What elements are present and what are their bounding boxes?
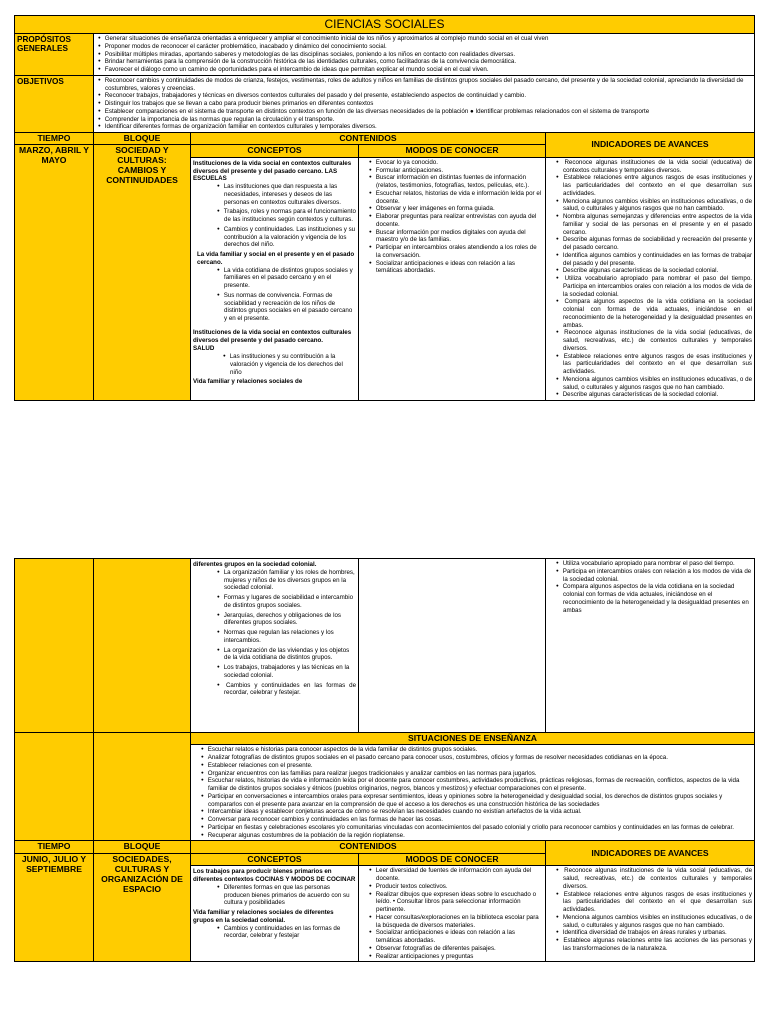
list-item: ● La organización de las viviendas y los objetos de la vida cotidiana de distintos grupos.: [215, 647, 356, 663]
conceptos-heading: diferentes grupos en la sociedad colonial.: [193, 561, 317, 568]
list-item: ● Nombra algunas semejanzas y diferencias entre aspectos de la vida familiar y social de las personas en el presente y en el pasado cercano.: [554, 213, 752, 236]
situaciones-header: SITUACIONES DE ENSEÑANZA: [191, 733, 755, 745]
list-item: ● Describe algunas formas de sociabilidad y recreación del presente y del pasado cercano.: [554, 236, 752, 252]
list-item: ● Socializar anticipaciones e ideas con relación a las temáticas abordadas.: [367, 929, 543, 945]
list-item: ● Hacer consultas/exploraciones en la biblioteca escolar para la búsqueda de diversos materiales.: [367, 914, 543, 930]
conceptos-list: [215, 925, 356, 941]
list-item: ● Utiliza vocabulario apropiado para nombrar el paso del tiempo. Participa en intercambios orales con relación a los modos de vida de la sociedad colonial.: [554, 275, 752, 298]
list-item: ● Buscar información por medios digitales con ayuda del maestro y/o de las familias.: [367, 229, 543, 245]
conceptos-cell: [191, 866, 359, 962]
list-item: ● Socializar anticipaciones e ideas con relación a las temáticas abordadas.: [367, 260, 543, 276]
conceptos-cell: [191, 559, 359, 733]
tiempo-value: MARZO, ABRIL Y MAYO: [15, 145, 94, 401]
bloque-continued: [94, 733, 191, 841]
list-item: ● Los trabajos, trabajadores y las técnicas en la sociedad colonial.: [215, 664, 356, 680]
list-item: ● Las instituciones y su contribución a la valoración y vigencia de los derechos del niño: [221, 353, 356, 376]
list-item: ● Realizar dibujos que expresen ideas sobre lo escuchado o leído. • Consultar libros para seleccionar información pertinente.: [367, 891, 543, 914]
situaciones-list: [199, 746, 752, 839]
tiempo-continued: [15, 559, 94, 733]
list-item: ● Escuchar relatos, historias de vida e información leída por el docente.: [367, 190, 543, 206]
list-item: ● Distinguir los trabajos que se llevan a cabo para producir bienes primarios en diferentes contextos: [96, 100, 752, 108]
indicadores-cell: [546, 559, 755, 733]
list-item: ● Recuperar algunas costumbres de la población de la región rioplatense.: [199, 832, 752, 840]
conceptos-heading: Vida familiar y relaciones sociales de diferentes grupos en la sociedad colonial.: [193, 909, 334, 924]
list-item: ● Reconoce algunas instituciones de la vida social (educativas, de salud, recreativas, etc.) de contextos culturales y temporales diversos.: [554, 867, 752, 890]
list-item: ● Observar fotografías de diferentes paisajes.: [367, 945, 543, 953]
list-item: ● Formas y lugares de sociabilidad e intercambio de distintos grupos sociales.: [215, 594, 356, 610]
list-item: ● Jerarquías, derechos y obligaciones de los diferentes grupos sociales.: [215, 612, 356, 628]
propositos-list: [96, 35, 752, 74]
indicadores-list: [554, 867, 752, 952]
indicadores-header: INDICADORES DE AVANCES: [546, 841, 755, 866]
modos-cell-empty: [359, 559, 546, 733]
list-item: ● Las instituciones que dan respuesta a las necesidades, intereses y deseos de las personas en contextos culturales diversos.: [215, 183, 356, 206]
conceptos-header: CONCEPTOS: [191, 853, 359, 865]
list-item: ● Compara algunos aspectos de la vida cotidiana en la sociedad colonial con formas de vida actuales, iniciándose en el reconocimiento de la heterogeneidad y la desigualdad presentes en ambas: [554, 583, 752, 614]
list-item: ● Generar situaciones de enseñanza orientadas a enriquecer y ampliar el conocimiento inicial de los niños y aproximarlos al complejo mundo social en el cual viven: [96, 35, 752, 43]
list-item: ● Intercambiar ideas y establecer conjeturas acerca de cómo se resolvían las necesidades cuando no existían artefactos de la vida actual.: [199, 808, 752, 816]
list-item: ● Observar y leer imágenes en forma guiada.: [367, 205, 543, 213]
contenidos-header: CONTENIDOS: [191, 841, 546, 853]
list-item: ● Participar en intercambios orales atendiendo a los roles de la conversación.: [367, 244, 543, 260]
list-item: ● Diferentes formas en que las personas producen bienes primarios de acuerdo con su cultura y posibilidades: [215, 884, 356, 907]
list-item: ● Producir textos colectivos.: [367, 883, 543, 891]
modos-cell: [359, 157, 546, 400]
list-item: ● Favorecer el diálogo como un camino de oportunidades para el intercambio de ideas que permitan explicar el mundo social en el cual viven.: [96, 66, 752, 74]
list-item: ● Cambios y continuidades en las formas de recordar, celebrar y festejar.: [215, 682, 356, 698]
conceptos-heading: Los trabajos para producir bienes primarios en diferentes contextos COCINAS Y MODOS DE COCINAR: [193, 868, 356, 884]
list-item: ● Proponer modos de reconocer el carácter problemático, inacabado y dinámico del conocimiento social.: [96, 43, 752, 51]
indicadores-list: [554, 159, 752, 399]
bloque-continued: [94, 559, 191, 733]
list-item: ● Compara algunos aspectos de la vida cotidiana en la sociedad colonial con formas de vida actuales, iniciándose en el reconocimiento de la heterogeneidad y la desigualdad presentes en ambas.: [554, 298, 752, 329]
modos-header: MODOS DE CONOCER: [359, 145, 546, 157]
list-item: ● Menciona algunos cambios visibles en instituciones educativas, o de salud, o culturales y algunos rasgos que no han cambiado.: [554, 198, 752, 214]
page-1: [14, 15, 754, 525]
list-item: ● Participa en intercambios orales con relación a los modos de vida de la sociedad colonial.: [554, 568, 752, 584]
list-item: ● Cambios y continuidades. Las instituciones y su contribución a la valoración y vigencia de los derechos del niño.: [215, 226, 356, 249]
objetivos-list: [96, 77, 752, 131]
bloque-header: BLOQUE: [94, 841, 191, 853]
list-item: ● Normas que regulan las relaciones y los intercambios.: [215, 629, 356, 645]
list-item: ● Analizar fotografías de distintos grupos sociales en el pasado cercano para conocer usos, costumbres, oficios y formas de resolver necesidades cotidianas en la época.: [199, 754, 752, 762]
conceptos-list: [221, 353, 356, 376]
situaciones-cell: [191, 745, 755, 841]
bloque-value: SOCIEDAD Y CULTURAS: CAMBIOS Y CONTINUIDADES: [94, 145, 191, 401]
tiempo-header: TIEMPO: [15, 841, 94, 853]
list-item: ● Sus normas de convivencia. Formas de sociabilidad y recreación de los niños de distintos grupos sociales en el pasado cercano y en el presente.: [215, 292, 356, 323]
bloque-value: SOCIEDADES, CULTURAS Y ORGANIZACIÓN DE ESPACIO: [94, 853, 191, 961]
list-item: ● Reconocer trabajos, trabajadores y técnicas en diversos contextos culturales del pasado y del presente, estableciendo aspectos de continuidad y cambio.: [96, 92, 752, 100]
list-item: ● Establecer comparaciones en el sistema de transporte en distintos contextos en función de las diversas necesidades de la población ● Identificar problemas relacionados con el sistema de transporte: [96, 108, 752, 116]
conceptos-list: [215, 183, 356, 249]
list-item: ● La organización familiar y los roles de hombres, mujeres y niños de los diversos grupos en la sociedad colonial.: [215, 569, 356, 592]
modos-list: [367, 159, 543, 275]
list-item: ● Organizar encuentros con las familias para realizar juegos tradicionales y analizar cambios en las normas para jugarlos.: [199, 770, 752, 778]
list-item: ● Conversar para reconocer cambios y continuidades en las formas de hacer las cosas.: [199, 816, 752, 824]
bloque-header: BLOQUE: [94, 133, 191, 145]
list-item: ● Establece algunas relaciones entre las acciones de las personas y las transformaciones de la naturaleza.: [554, 937, 752, 953]
planning-table-2: [14, 558, 755, 962]
modos-header: MODOS DE CONOCER: [359, 853, 546, 865]
list-item: ● Evocar lo ya conocido.: [367, 159, 543, 167]
list-item: ● Buscar información en distintas fuentes de información (relatos, testimonios, fotografías, textos, películas, etc.).: [367, 174, 543, 190]
objetivos-cell: [94, 75, 755, 132]
list-item: ● Identificar diferentes formas de organización familiar en contextos culturales y temporales diversos.: [96, 123, 752, 131]
objetivos-label: OBJETIVOS: [15, 75, 94, 132]
list-item: ● Menciona algunos cambios visibles en instituciones educativas, o de salud, o culturales y algunos rasgos que no han cambiado.: [554, 376, 752, 392]
conceptos-list: [215, 884, 356, 907]
conceptos-cell: [191, 157, 359, 400]
tiempo-continued: [15, 733, 94, 841]
list-item: ● Menciona algunos cambios visibles en instituciones educativas, o de salud, o culturales y algunos rasgos que no han cambiado.: [554, 914, 752, 930]
conceptos-header: CONCEPTOS: [191, 145, 359, 157]
list-item: ● Comprender la importancia de las normas que regulan la circulación y el transporte.: [96, 116, 752, 124]
conceptos-heading: Vida familiar y relaciones sociales de: [193, 378, 303, 386]
indicadores-cell: [546, 866, 755, 962]
list-item: ● Brindar herramientas para la comprensión de la construcción histórica de las identidades culturales, como facilitadoras de la convivencia democrática.: [96, 58, 752, 66]
list-item: ● Escuchar relatos, historias de vida e información leída por el docente para conocer costumbres, actividades productivas, prácticas religiosas, formas de recreación, conflictos, aspectos de la vida familiar de distintos grupos sociales y étnicos (pueblos originarios, negros, blancos y mestizos) y efectuar comparaciones con el presente.: [199, 777, 752, 793]
list-item: ● Participar en conversaciones e intercambios orales para expresar sentimientos, ideas y opiniones sobre la heterogeneidad y desigualdad social, los derechos de distintos grupos sociales y compararlos con el presente para avanzar en la comprensión de que el acceso a los derechos es una construcción histórica de las sociedades: [199, 793, 752, 809]
list-item: ● Realizar anticipaciones y preguntas: [367, 953, 543, 961]
conceptos-heading: Instituciones de la vida social en contextos culturales diversos del presente y del pasado cercano. LAS ESCUELAS: [193, 159, 352, 183]
propositos-label: PROPÓSITOS GENERALES: [15, 34, 94, 76]
page-2: [14, 558, 754, 1024]
conceptos-heading: Instituciones de la vida social en contextos culturales diversos del presente y del pasado cercano.: [193, 328, 352, 344]
indicadores-cell: [546, 157, 755, 400]
list-item: ● Participar en fiestas y celebraciones escolares y/o comunitarias vinculadas con acontecimientos del pasado colonial y criollo para reconocer cambios y continuidades en las formas de celebrar.: [199, 824, 752, 832]
tiempo-value: JUNIO, JULIO Y SEPTIEMBRE: [15, 853, 94, 961]
list-item: ● Establece relaciones entre algunos rasgos de esas instituciones y las particularidades del contexto en el que desarrollan sus actividades.: [554, 174, 752, 197]
document-title: CIENCIAS SOCIALES: [15, 16, 755, 34]
modos-cell: [359, 866, 546, 962]
conceptos-list: [215, 267, 356, 323]
list-item: ● Escuchar relatos e historias para conocer aspectos de la vida familiar de distintos grupos sociales.: [199, 746, 752, 754]
list-item: ● Establece relaciones entre algunos rasgos de esas instituciones y las particularidades del contexto en el que desarrollan sus actividades.: [554, 353, 752, 376]
list-item: ● Posibilitar múltiples miradas, aportando saberes y metodologías de las disciplinas sociales, poniendo a los niños en contacto con realidades diversas.: [96, 51, 752, 59]
list-item: ● Reconoce algunas instituciones de la vida social (educativa) de contextos culturales y temporales diversos.: [554, 159, 752, 175]
list-item: ● Utiliza vocabulario apropiado para nombrar el paso del tiempo.: [554, 560, 752, 568]
indicadores-header: INDICADORES DE AVANCES: [546, 133, 755, 158]
list-item: ● Describe algunas características de la sociedad colonial.: [554, 267, 752, 275]
list-item: ● Establece relaciones entre algunos rasgos de esas instituciones y las particularidades del contexto en el que desarrollan sus actividades.: [554, 891, 752, 914]
list-item: ● Identifica algunos cambios y continuidades en las formas de trabajar del pasado y del presente.: [554, 252, 752, 268]
tiempo-header: TIEMPO: [15, 133, 94, 145]
list-item: ● Elaborar preguntas para realizar entrevistas con ayuda del docente.: [367, 213, 543, 229]
list-item: ● Identifica diversidad de trabajos en áreas rurales y urbanas.: [554, 929, 752, 937]
list-item: ● Describe algunas características de la sociedad colonial.: [554, 391, 752, 399]
modos-list: [367, 867, 543, 960]
list-item: ● Trabajos, roles y normas para el funcionamiento de las instituciones según contextos y culturas.: [215, 208, 356, 224]
planning-table-1: [14, 15, 755, 401]
list-item: ● Leer diversidad de fuentes de información con ayuda del docente.: [367, 867, 543, 883]
list-item: ● Cambios y continuidades en las formas de recordar, celebrar y festejar: [215, 925, 356, 941]
conceptos-heading: La vida familiar y social en el presente y en el pasado cercano.: [197, 251, 355, 266]
list-item: ● Reconocer cambios y continuidades de modos de crianza, festejos, vestimentas, roles de adultos y niños en familias de distintos grupos sociales del pasado cercano, del presente y de la sociedad colonial, apreciando la diversidad de costumbres, valores y creencias.: [96, 77, 752, 93]
propositos-cell: [94, 34, 755, 76]
list-item: ● Formular anticipaciones.: [367, 167, 543, 175]
list-item: ● La vida cotidiana de distintos grupos sociales y familiares en el pasado cercano y en el presente.: [215, 267, 356, 290]
conceptos-heading: SALUD: [193, 345, 215, 353]
indicadores-list: [554, 560, 752, 614]
contenidos-header: CONTENIDOS: [191, 133, 546, 145]
conceptos-list: [215, 569, 356, 697]
list-item: ● Establecer relaciones con el presente.: [199, 762, 752, 770]
list-item: ● Reconoce algunas instituciones de la vida social (educativas, de salud, recreativas, etc.) de contextos culturales y temporales diversos.: [554, 329, 752, 352]
